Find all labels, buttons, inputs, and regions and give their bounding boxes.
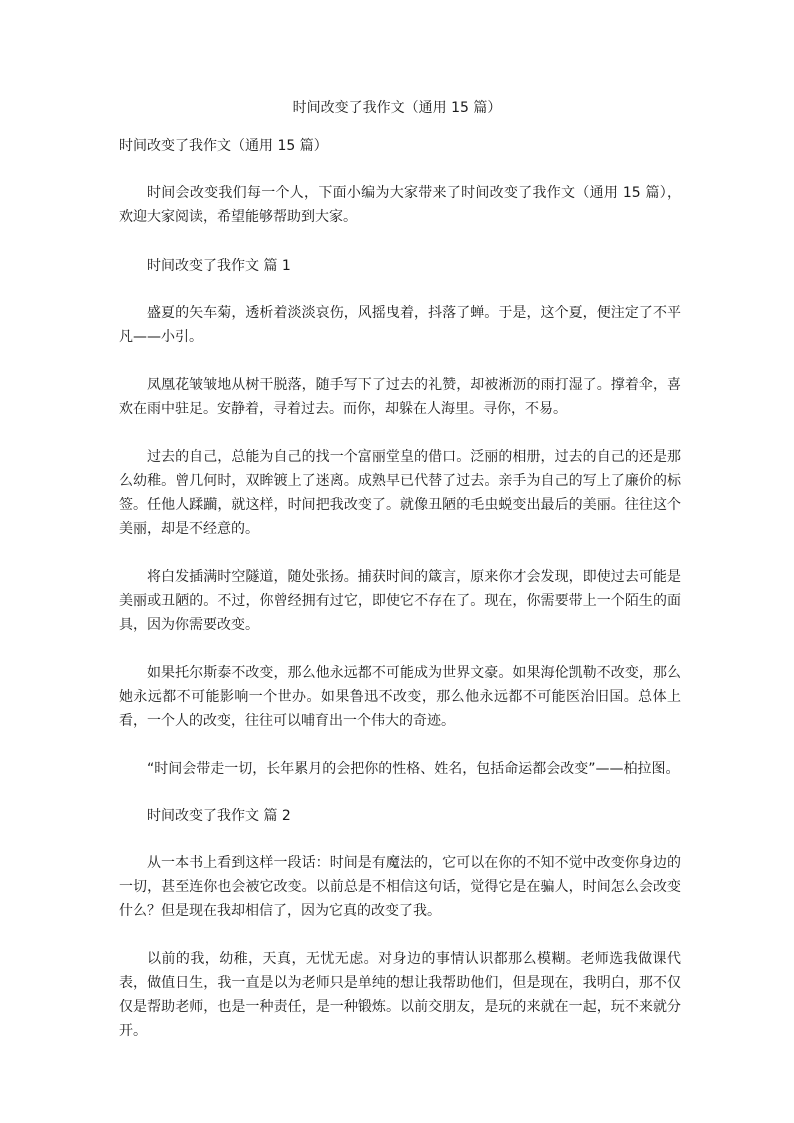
paragraph: 以前的我，幼稚，天真，无忧无虑。对身边的事情认识都那么模糊。老师选我做课代表，做值日生，我一直是以为老师只是单纯的想让我帮助他们，但是现在，我明白，那不仅仅是帮助老师，也是一种责任，是一种锻炼。以前交朋友，是玩的来就在一起，玩不来就分开。 bbox=[119, 951, 681, 1039]
paragraph: 如果托尔斯泰不改变，那么他永远都不可能成为世界文豪。如果海伦凯勒不改变，那么她永远都不可能影响一个世办。如果鲁迅不改变，那么他永远都不可能医治旧国。总体上看，一个人的改变，往往可以哺育出一个伟大的奇迹。 bbox=[119, 665, 681, 729]
quote-paragraph: “时间会带走一切，长年累月的会把你的性格、姓名，包括命运都会改变”——柏拉图。 bbox=[147, 761, 680, 777]
section-heading-2: 时间改变了我作文 篇 2 bbox=[147, 808, 291, 824]
paragraph: 将白发插满时空隧道，随处张扬。捕获时间的箴言，原来你才会发现，即使过去可能是美丽或丑陋的。不过，你曾经拥有过它，即使它不存在了。现在，你需要带上一个陌生的面具，因为你需要改变。 bbox=[119, 569, 681, 633]
document-subtitle: 时间改变了我作文（通用 15 篇） bbox=[119, 138, 328, 154]
paragraph: 从一本书上看到这样一段话：时间是有魔法的，它可以在你的不知不觉中改变你身边的一切，甚至连你也会被它改变。以前总是不相信这句话，觉得它是在骗人，时间怎么会改变什么？但是现在我却相信了，因为它真的改变了我。 bbox=[119, 855, 681, 919]
intro-paragraph: 时间会改变我们每一个人，下面小编为大家带来了时间改变了我作文（通用 15 篇），欢迎大家阅读，希望能够帮助到大家。 bbox=[119, 185, 681, 225]
section-heading-1: 时间改变了我作文 篇 1 bbox=[147, 258, 291, 274]
document-title: 时间改变了我作文（通用 15 篇） bbox=[292, 100, 502, 116]
paragraph: 凤凰花皱皱地从树干脱落，随手写下了过去的礼赞，却被淅沥的雨打湿了。撑着伞，喜欢在雨中驻足。安静着，寻着过去。而你，却躲在人海里。寻你，不易。 bbox=[119, 377, 681, 417]
paragraph: 盛夏的矢车菊，透析着淡淡哀伤，风摇曳着，抖落了蝉。于是，这个夏，便注定了不平凡——小引。 bbox=[119, 305, 681, 345]
paragraph: 过去的自己，总能为自己的找一个富丽堂皇的借口。泛丽的相册，过去的自己的还是那么幼稚。曾几何时，双眸镀上了迷离。成熟早已代替了过去。亲手为自己的写上了廉价的标签。任他人蹂躏，就这样，时间把我改变了。就像丑陋的毛虫蜕变出最后的美丽。往往这个美丽，却是不经意的。 bbox=[119, 449, 681, 537]
